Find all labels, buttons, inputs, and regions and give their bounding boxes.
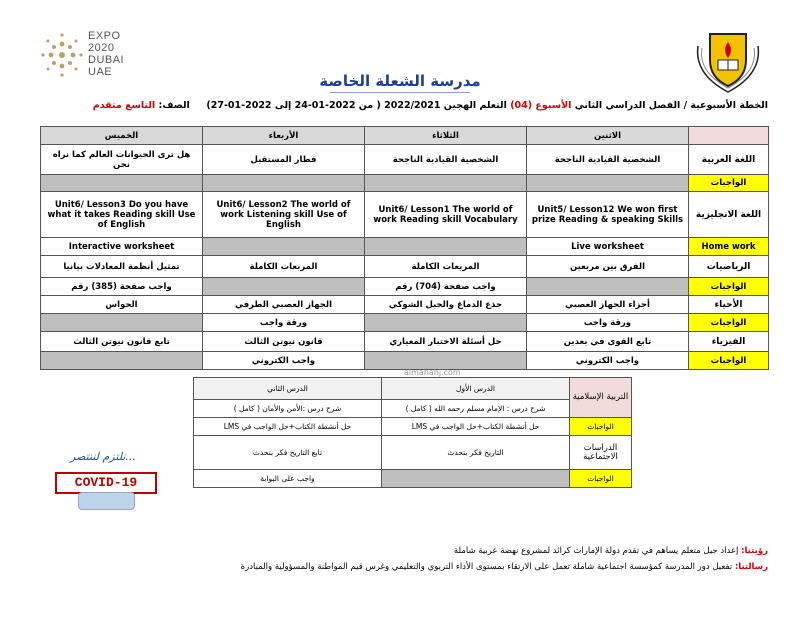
plan-prefix: الخطة الأسبوعية / الفصل الدراسي الثاني — [574, 100, 768, 111]
table-cell: المربعات الكاملة — [365, 256, 527, 278]
subject-label: الدراسات الاجتماعية — [570, 436, 632, 470]
corner-cell — [689, 127, 769, 145]
homework-label: الواجبات — [689, 278, 769, 296]
table-cell: شرح درس : الإمام مسلم رحمه الله ( كامل ) — [382, 400, 570, 418]
school-crest-icon — [688, 26, 768, 96]
table-row — [41, 238, 769, 256]
table-row — [194, 418, 632, 436]
table-cell — [365, 175, 527, 192]
table-cell — [203, 278, 365, 296]
day-header: الاثنين — [527, 127, 689, 145]
table-cell: واجب صفحة (385) رقم — [41, 278, 203, 296]
table-cell: ورقة واجب — [203, 314, 365, 332]
table-cell: تابع قانون نيوتن الثالث — [41, 332, 203, 352]
table-cell: المربعات الكاملة — [203, 256, 365, 278]
class-value: التاسع متقدم — [92, 100, 156, 111]
vision-text: إعداد جيل متعلم يساهم في تقدم دولة الإمارات كرائد لمشروع نهضة عربية شاملة — [453, 546, 742, 556]
table-cell: قطار المستقبل — [203, 145, 365, 175]
table-cell: Interactive worksheet — [41, 238, 203, 256]
expo-line: DUBAI — [88, 54, 125, 66]
table-row — [41, 145, 769, 175]
table-cell: حل أنشطة الكتاب+حل الواجب في LMS — [194, 418, 382, 436]
table-cell: الشخصية القيادية الناجحة — [527, 145, 689, 175]
homework-label: الواجبات — [570, 418, 632, 436]
week-label: الأسبوع (04) — [510, 100, 572, 111]
table-cell: حل أسئلة الاختبار المعياري — [365, 332, 527, 352]
day-header: الخميس — [41, 127, 203, 145]
table-cell — [527, 175, 689, 192]
vision-mission — [40, 546, 768, 572]
table-row — [41, 278, 769, 296]
weekly-plan-table — [40, 126, 769, 370]
table-cell: أجزاء الجهاز العصبي — [527, 296, 689, 314]
table-cell: شرح درس :الأمن والأمان ( كامل ) — [194, 400, 382, 418]
covid-badge: COVID-19 — [55, 472, 157, 494]
table-cell — [365, 314, 527, 332]
table-row — [194, 470, 632, 488]
table-cell — [365, 352, 527, 370]
subject-label: الفيزياء — [689, 332, 769, 352]
subject-label: الرياضيات — [689, 256, 769, 278]
subject-label: الأحياء — [689, 296, 769, 314]
mission-text: تفعيل دور المدرسة كمؤسسة اجتماعية شاملة تعمل على الارتقاء بمستوى الأداء التربوي والتعليمي وغرس قيم المواطنة والمسؤولية والمبادرة — [240, 562, 735, 572]
table-cell: جذع الدماغ والحبل الشوكي — [365, 296, 527, 314]
table-cell: Live worksheet — [527, 238, 689, 256]
table-cell — [365, 238, 527, 256]
table-cell — [203, 238, 365, 256]
table-cell: قانون نيوتن الثالث — [203, 332, 365, 352]
expo-line: UAE — [88, 66, 113, 78]
table-cell: ورقة واجب — [527, 314, 689, 332]
table-cell — [41, 314, 203, 332]
class-label: الصف: — [158, 100, 190, 111]
table-cell: هل ترى الحيوانات العالم كما نراه نحن — [41, 145, 203, 175]
table-row — [194, 436, 632, 470]
lessons-table — [193, 377, 632, 488]
table-cell — [41, 175, 203, 192]
mission-line — [40, 562, 768, 572]
mission-label: رسالتنا: — [734, 562, 768, 572]
table-row — [41, 314, 769, 332]
face-mask-icon — [78, 492, 135, 510]
homework-label: الواجبات — [689, 352, 769, 370]
vision-label: رؤيتنا: — [741, 546, 768, 556]
days-header-row — [41, 127, 769, 145]
table-row — [41, 192, 769, 238]
table-cell: تابع القوى في بعدين — [527, 332, 689, 352]
expo-text — [88, 30, 124, 78]
table-cell: Unit6/ Lesson2 The world of work Listening skill Use of English — [203, 192, 365, 238]
lesson-header: الدرس الأول — [382, 378, 570, 400]
table-cell: Unit6/ Lesson1 The world of work Reading skill Vocabulary — [365, 192, 527, 238]
table-cell: واجب الكتروني — [203, 352, 365, 370]
table-cell: الجهاز العصبي الطرفي — [203, 296, 365, 314]
table-cell: تابع التاريخ فكر بتحدث — [194, 436, 382, 470]
table-cell: Unit5/ Lesson12 We won first prize Reading & speaking Skills — [527, 192, 689, 238]
expo-line: EXPO — [88, 30, 121, 42]
table-cell — [41, 352, 203, 370]
subject-label: اللغة الانجليزية — [689, 192, 769, 238]
expo-emblem-icon — [40, 30, 84, 80]
title-underline — [330, 92, 470, 93]
table-row — [41, 352, 769, 370]
subject-label: اللغة العربية — [689, 145, 769, 175]
school-logo — [688, 26, 768, 96]
table-row — [41, 296, 769, 314]
table-row — [41, 256, 769, 278]
expo-line: 2020 — [88, 42, 115, 54]
table-cell: واجب على البوابة — [194, 470, 382, 488]
table-cell: حل أنشطة الكتاب+حل الواجب في LMS — [382, 418, 570, 436]
table-cell: Unit6/ Lesson3 Do you have what it takes Reading skill Use of English — [41, 192, 203, 238]
table-cell — [382, 470, 570, 488]
subject-label: التربية الإسلامية — [570, 378, 632, 418]
homework-label: الواجبات — [570, 470, 632, 488]
table-row — [41, 175, 769, 192]
expo-2020-logo — [40, 30, 170, 90]
covid-slogan: نلتزم لننتصر... — [70, 450, 136, 463]
vision-line — [40, 546, 768, 556]
weekly-plan-header — [40, 100, 768, 111]
watermark: almanahj.com — [404, 368, 461, 377]
school-title: مدرسة الشعلة الخاصة — [319, 72, 481, 90]
table-row — [41, 332, 769, 352]
table-cell: الشخصية القيادية الناجحة — [365, 145, 527, 175]
plan-period: التعلم الهجين 2022/2021 ( من 2022-01-24 إلى 2022-01-27) — [206, 100, 507, 111]
homework-label: الواجبات — [689, 175, 769, 192]
table-cell — [527, 278, 689, 296]
table-row — [194, 400, 632, 418]
table-cell: التاريخ فكر بتحدث — [382, 436, 570, 470]
day-header: الثلاثاء — [365, 127, 527, 145]
day-header: الأربعاء — [203, 127, 365, 145]
homework-label: الواجبات — [689, 314, 769, 332]
table-cell: الحواس — [41, 296, 203, 314]
lessons-header-row — [194, 378, 632, 400]
table-cell: واجب الكتروني — [527, 352, 689, 370]
table-cell: واجب صفحة (704) رقم — [365, 278, 527, 296]
table-cell: الفرق بين مربعين — [527, 256, 689, 278]
lesson-header: الدرس الثاني — [194, 378, 382, 400]
table-cell — [203, 175, 365, 192]
homework-label: Home work — [689, 238, 769, 256]
table-cell: تمثيل أنظمة المعادلات بيانيا — [41, 256, 203, 278]
